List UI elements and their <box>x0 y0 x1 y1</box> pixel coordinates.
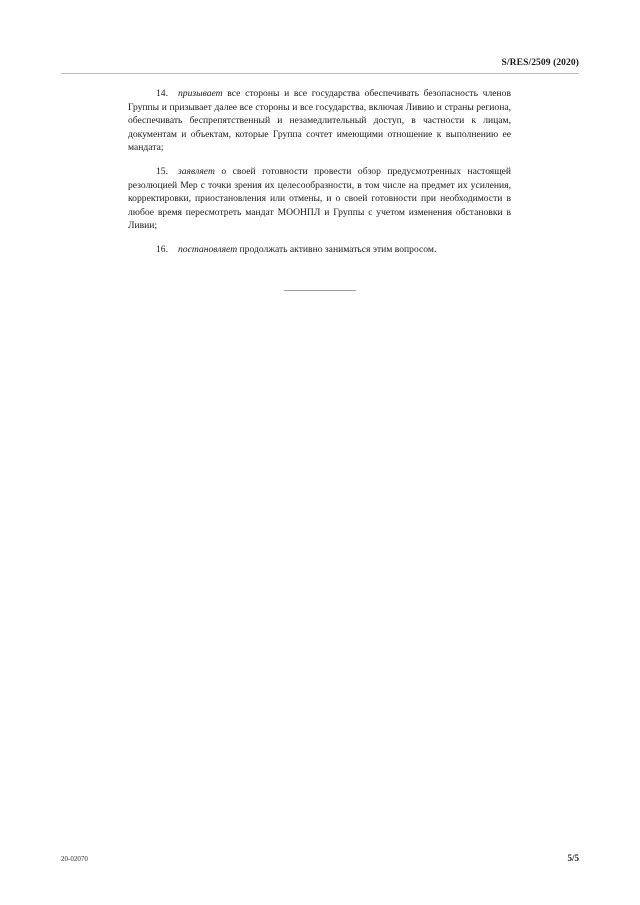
operative-verb: постановляет <box>178 243 238 255</box>
paragraph-16 <box>128 243 511 257</box>
document-symbol: S/RES/2509 (2020) <box>501 58 579 68</box>
header-divider <box>61 73 579 74</box>
paragraph-text: продолжать активно заниматься этим вопросом. <box>237 243 437 255</box>
paragraph-number: 14. <box>156 88 168 99</box>
paragraph-text: все стороны и все государства обеспечивать безопасность членов Группы и призывает далее все стороны и все государства, включая Ливию и страны региона, обеспечивать беспрепятственный и незамедлительный доступ, в частности к лицам, документам и объектам, которые Группа сочтет имеющими отношение к выполнению ее мандата; <box>128 88 511 154</box>
end-of-document-rule <box>284 290 356 291</box>
paragraph-text: о своей готовности провести обзор предусмотренных настоящей резолюцией Мер с точки зрения их целесообразности, в том числе на предмет их усиления, корректировки, приостановления или отмены, и о своей готовности при необходимости в любое время пересмотреть мандат МООНПЛ и Группы с учетом изменения обстановки в Ливии; <box>128 165 511 232</box>
paragraph-15 <box>128 165 511 233</box>
page-number: 5/5 <box>567 853 579 863</box>
job-number: 20-02070 <box>61 855 88 863</box>
operative-verb: заявляет <box>178 165 215 177</box>
paragraph-number: 16. <box>156 243 168 255</box>
resolution-body <box>128 87 511 267</box>
operative-verb: призывает <box>178 88 223 99</box>
paragraph-number: 15. <box>156 165 168 177</box>
paragraph-14 <box>128 87 511 155</box>
